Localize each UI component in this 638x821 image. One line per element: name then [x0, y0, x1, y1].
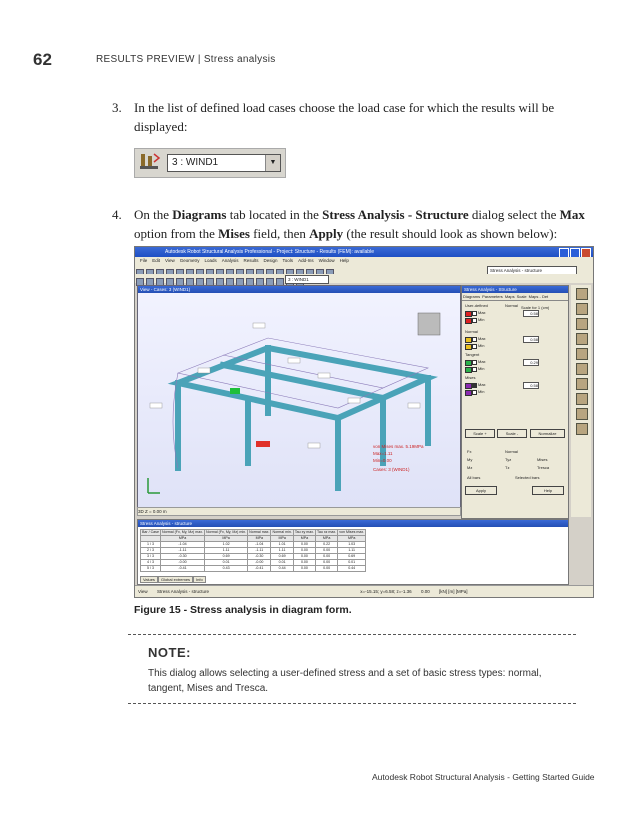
user-min-row[interactable]: Min: [465, 317, 565, 323]
table-header-row: Bar / Case Normal (Fx, My, Mz) max. Normal (Fx, My, Mz) min. Normal max. Normal min. Tau xy max. Tau xz max. von Mises max.: [142, 530, 365, 534]
tab-parameters[interactable]: Parameters: [482, 294, 503, 299]
apply-button[interactable]: Apply: [465, 486, 497, 495]
svg-text:Max=1.11: Max=1.11: [373, 451, 393, 456]
stress-option-row[interactable]: My Tyz Mises: [467, 457, 548, 462]
load-case-icon: [139, 152, 161, 172]
structure-view[interactable]: [137, 285, 461, 509]
user-max-row[interactable]: Max Scale for 1 (cm) 0.58: [465, 310, 565, 316]
menu-view[interactable]: View: [165, 258, 175, 263]
tangent-min-row[interactable]: Min: [465, 366, 565, 372]
menu-geometry[interactable]: Geometry: [179, 258, 200, 263]
table-tabs: [140, 577, 206, 582]
results-table-window: [137, 519, 569, 585]
table-row[interactable]: 1 / 3 -1.04 1.02 -1.04 1.01 0.00 0.22 1.03: [141, 542, 366, 548]
max-label-box: [256, 441, 270, 447]
table-row[interactable]: 4 / 3 -0.00 0.01 -0.00 0.01 0.00 0.00 0.01: [141, 560, 366, 566]
view-status: 3D Z = 0.00 m: [137, 507, 461, 516]
chevron-down-icon[interactable]: ▼: [265, 155, 280, 171]
mises-max-row[interactable]: Max 0.58: [465, 382, 565, 388]
normalize-button[interactable]: Normalize: [530, 429, 565, 438]
menu-help[interactable]: Help: [339, 258, 349, 263]
tab-diagrams[interactable]: Diagrams: [463, 294, 481, 299]
load-case-value: 3 : WIND1: [172, 157, 219, 168]
tool-icon[interactable]: [576, 288, 588, 300]
panel-tabs: [462, 293, 568, 301]
step-text: On the Diagrams tab located in the Stress Analysis - Structure dialog select the Max option from the Mises field, then Apply (the result should look as shown below):: [134, 207, 585, 241]
secondary-toolbar: [135, 274, 593, 283]
table-unit-row: MPa MPa MPa MPa MPa MPa MPa: [141, 536, 366, 542]
group-header: User-defined Normal: [465, 303, 518, 308]
tool-icon[interactable]: [576, 393, 588, 405]
step-number: 3.: [112, 100, 122, 115]
max-marker: [230, 388, 240, 394]
table-title: Stress Analysis - structure: [138, 520, 568, 527]
results-table: [140, 529, 366, 572]
app-status-bar: View Stress Analysis - structure x=-15.15; y=6.58; z=-1.36 0.00 [kN] [m] [MPa]: [135, 585, 593, 597]
tool-icon[interactable]: [576, 318, 588, 330]
frame-beam: [223, 365, 383, 398]
menu-addins[interactable]: Add-Ins: [298, 258, 314, 263]
main-toolbar: [135, 265, 593, 274]
step-number: 4.: [112, 207, 122, 222]
normal-max-row[interactable]: Max 0.58: [465, 336, 565, 342]
note-box: [128, 634, 576, 704]
menu-file[interactable]: File: [140, 258, 148, 263]
mises-min-row[interactable]: Min: [465, 389, 565, 395]
scale-minus-button[interactable]: Scale -: [497, 429, 527, 438]
window-titlebar: Autodesk Robot Structural Analysis Professional - Project: Structure - Results (FEM): available: [135, 247, 593, 257]
tool-icon[interactable]: [576, 333, 588, 345]
layout-select[interactable]: Stress Analysis - structure: [487, 266, 577, 275]
tool-icon[interactable]: [576, 408, 588, 420]
page-footer: Autodesk Robot Structural Analysis - Getting Started Guide: [372, 772, 595, 782]
table-row[interactable]: 3 / 3 -0.30 0.69 -0.30 0.69 0.00 0.00 0.69: [141, 554, 366, 560]
table-row[interactable]: 2 / 3 -1.11 1.11 -1.11 1.11 0.00 0.00 1.11: [141, 548, 366, 554]
tool-icon[interactable]: [576, 423, 588, 435]
max-stress-text: von Mises max. 5.19MPa: [373, 444, 424, 449]
tab-maps-det[interactable]: Maps - Det: [528, 294, 549, 299]
svg-text:Cases: 3 (WIND1): Cases: 3 (WIND1): [373, 467, 410, 472]
tool-icon[interactable]: [576, 378, 588, 390]
stress-option-row[interactable]: Fx Normal: [467, 449, 518, 454]
menu-bar: [135, 257, 593, 265]
stress-option-row[interactable]: Mz Tz Tresca: [467, 465, 550, 470]
load-case-combo[interactable]: [134, 148, 286, 178]
tangent-max-row[interactable]: Max 0.29: [465, 359, 565, 365]
load-case-select[interactable]: [167, 154, 281, 172]
normal-min-row[interactable]: Min: [465, 343, 565, 349]
mises-header: Mises: [465, 375, 476, 380]
menu-design[interactable]: Design: [263, 258, 278, 263]
table-row[interactable]: 5 / 3 -0.41 0.43 -0.41 0.44 0.00 0.00 0.44: [141, 566, 366, 572]
tangent-header: Tangent: [465, 352, 480, 357]
menu-results[interactable]: Results: [243, 258, 259, 263]
tab-info[interactable]: Info: [193, 576, 206, 583]
tool-icon[interactable]: [576, 348, 588, 360]
right-toolbar: [571, 285, 591, 517]
axis-icon: [148, 478, 160, 493]
menu-loads[interactable]: Loads: [204, 258, 217, 263]
structure-model: [138, 293, 460, 508]
figure-caption: Figure 15 - Stress analysis in diagram form.: [134, 604, 352, 616]
svg-text:Min=0.00: Min=0.00: [373, 458, 392, 463]
page-number: 62: [33, 50, 52, 69]
tab-values[interactable]: Values: [140, 576, 158, 583]
running-head: RESULTS PREVIEW | Stress analysis: [96, 54, 276, 65]
tool-icon[interactable]: [576, 363, 588, 375]
note-body: This dialog allows selecting a user-defined stress and a set of basic stress types: normal, tangent, Mises and Tresca.: [148, 668, 542, 694]
robot-screenshot: [134, 246, 594, 598]
view-title: View - Cases: 3 (WIND1): [138, 286, 460, 293]
tab-global-extremes[interactable]: Global extremes: [158, 576, 193, 583]
normal-header: Normal: [465, 329, 478, 334]
view-cube-icon[interactable]: [418, 313, 440, 335]
menu-analysis[interactable]: Analysis: [221, 258, 239, 263]
menu-edit[interactable]: Edit: [152, 258, 161, 263]
bars-option-row[interactable]: All bars Selected bars: [467, 475, 540, 480]
stress-analysis-panel: [461, 285, 569, 519]
help-button[interactable]: Help: [532, 486, 564, 495]
step-text: In the list of defined load cases choose the load case for which the results will be displayed:: [134, 100, 555, 134]
menu-tools[interactable]: Tools: [282, 258, 294, 263]
scale-plus-button[interactable]: Scale +: [465, 429, 495, 438]
menu-window[interactable]: Window: [318, 258, 335, 263]
tab-maps[interactable]: Maps: [504, 294, 515, 299]
note-heading: NOTE:: [148, 645, 191, 660]
tool-icon[interactable]: [576, 303, 588, 315]
tab-scale[interactable]: Scale: [516, 294, 527, 299]
load-case-toolbar-select[interactable]: 3 : WIND1: [285, 275, 329, 284]
panel-title: Stress Analysis - Structure: [462, 286, 568, 293]
